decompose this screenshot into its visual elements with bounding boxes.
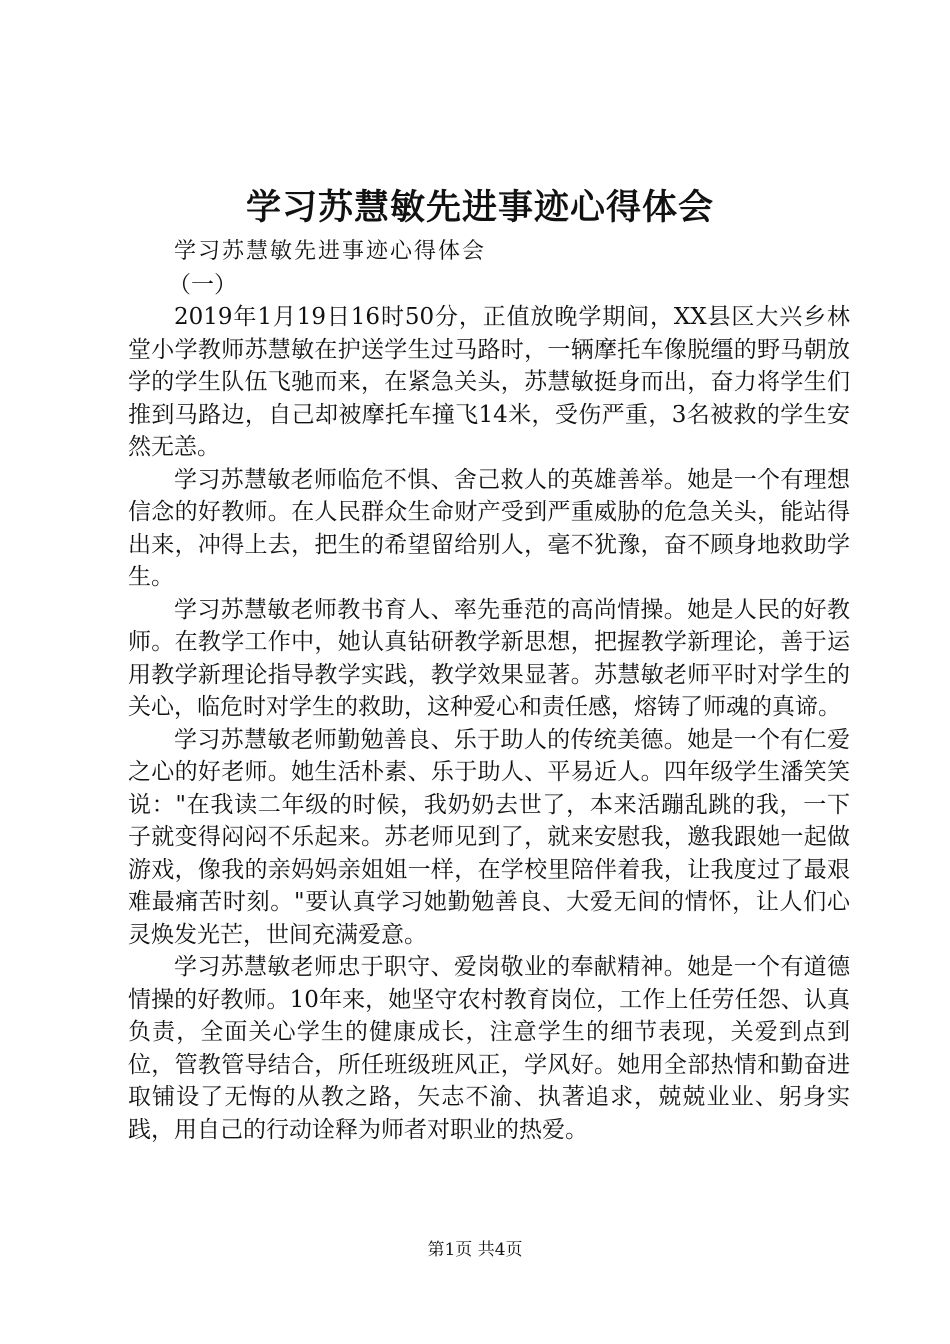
document-subtitle: 学习苏慧敏先进事迹心得体会	[174, 239, 487, 264]
paragraph-3: 学习苏慧敏老师教书育人、率先垂范的高尚情操。她是人民的好教师。在教学工作中，她认真钻研教学新思想，把握教学新理论，善于运用教学新理论指导教学实践，教学效果显著。苏慧敏老师平时对学生的关心，临危时对学生的救助，这种爱心和责任感，熔铸了师魂的真谛。	[128, 596, 850, 720]
document-body	[128, 236, 850, 1146]
page-footer: 第1页 共4页	[427, 1240, 523, 1260]
paragraph-1: 2019年1月19日16时50分，正值放晚学期间，XX县区大兴乡林堂小学教师苏慧敏在护送学生过马路时，一辆摩托车像脱缰的野马朝放学的学生队伍飞驰而来，在紧急关头，苏慧敏挺身而出，奋力将学生们推到马路边，自己却被摩托车撞飞14米，受伤严重，3名被救的学生安然无恙。	[128, 304, 850, 460]
paragraph-2: 学习苏慧敏老师临危不惧、舍己救人的英雄善举。她是一个有理想信念的好教师。在人民群众生命财产受到严重威胁的危急关头，能站得出来，冲得上去，把生的希望留给别人，毫不犹豫，奋不顾身地救助学生。	[128, 466, 850, 590]
document-title: 学习苏慧敏先进事迹心得体会	[245, 187, 714, 228]
section-number: （一）	[168, 271, 237, 298]
paragraph-5: 学习苏慧敏老师忠于职守、爱岗敬业的奉献精神。她是一个有道德情操的好教师。10年来，她坚守农村教育岗位，工作上任劳任怨、认真负责，全面关心学生的健康成长，注意学生的细节表现，关爱到点到位，管教管导结合，所任班级班风正，学风好。她用全部热情和勤奋进取铺设了无悔的从教之路，矢志不渝、执著追求，兢兢业业、躬身实践，用自己的行动诠释为师者对职业的热爱。	[128, 954, 850, 1143]
paragraph-4: 学习苏慧敏老师勤勉善良、乐于助人的传统美德。她是一个有仁爱之心的好老师。她生活朴素、乐于助人、平易近人。四年级学生潘笑笑说："在我读二年级的时候，我奶奶去世了，本来活蹦乱跳的我，一下子就变得闷闷不乐起来。苏老师见到了，就来安慰我，邀我跟她一起做游戏，像我的亲妈妈亲姐姐一样，在学校里陪伴着我，让我度过了最艰难最痛苦时刻。"要认真学习她勤勉善良、大爱无间的情怀，让人们心灵焕发光芒，世间充满爱意。	[128, 726, 850, 948]
